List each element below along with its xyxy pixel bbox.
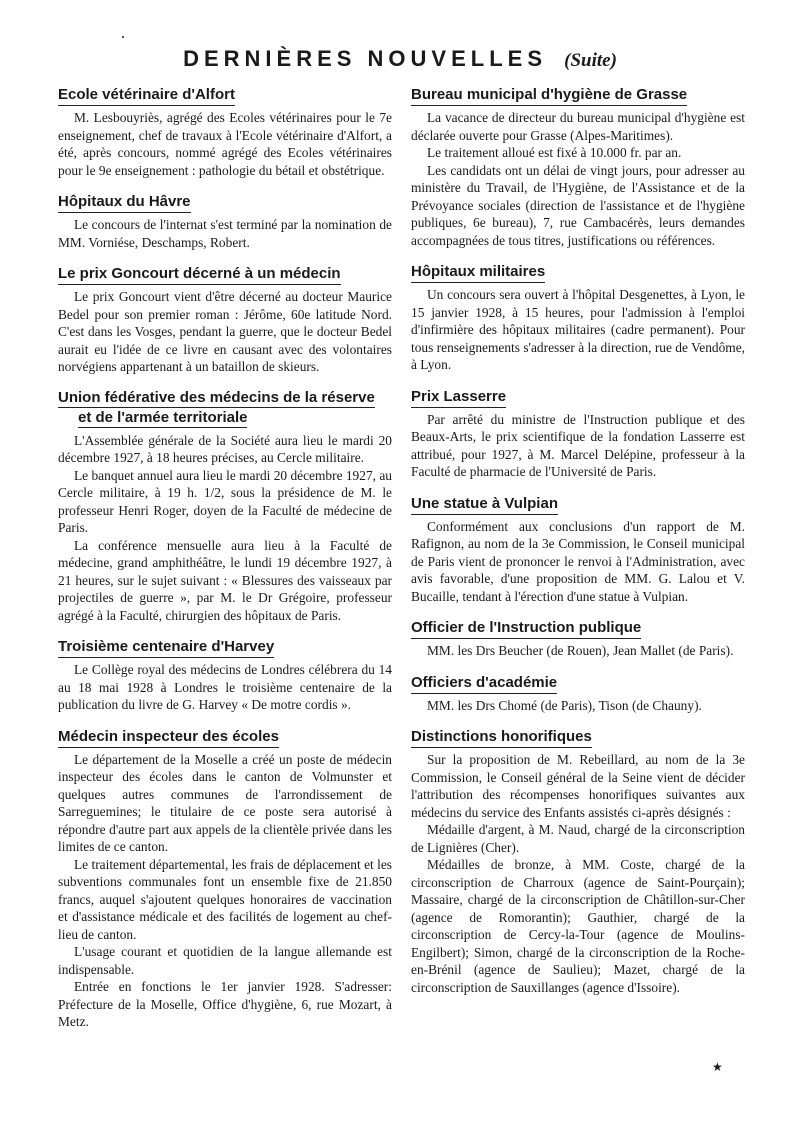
right-column	[411, 84, 745, 1008]
section-heading: Bureau municipal d'hygiène de Grasse	[411, 85, 687, 106]
paragraph: La vacance de directeur du bureau municipal d'hygiène est déclarée ouverte pour Grasse (Alpes-Maritimes).	[411, 110, 745, 143]
paragraph: Conformément aux conclusions d'un rapport de M. Rafignon, au nom de la 3e Commission, le Conseil municipal de Paris vient de prononcer le renvoi à l'Administration, avec avis favorable, d'une proposition de MM. G. Lalou et V. Bucaille, tendant à l'érection d'une statue à Vulpian.	[411, 518, 745, 604]
paragraph: Le traitement départemental, les frais de déplacement et les subventions communales font un ensemble fixe de 21.850 francs, auquel s'ajoutent quelques honoraires de vaccination et d'assistance médicale et des facilités de logement au chef-lieu de canton.	[58, 856, 392, 942]
paragraph: Le concours de l'internat s'est terminé par la nomination de MM. Vorniése, Deschamps, Robert.	[58, 217, 392, 250]
page-title-suite: (Suite)	[564, 50, 617, 71]
paragraph: Médailles de bronze, à MM. Coste, chargé de la circonscription de Charroux (agence de Saint-Pourçain); Massaire, chargé de la circonscription de Châtillon-sur-Cher (agence de Romorantin); Gauthier, chargé de la circonscription de Cercy-la-Tour (agence de Moulins-Engilbert); Simon, chargé de la circonscription de la Roche-en-Brénil (agence de Saulieu); Mazet, chargé de la circonscription de Sauxillanges (agence d'Issoire).	[411, 857, 745, 995]
section-officiers-academie	[411, 672, 745, 715]
section-heading: Troisième centenaire d'Harvey	[58, 637, 274, 658]
section-heading: Ecole vétérinaire d'Alfort	[58, 85, 235, 106]
paragraph: MM. les Drs Chomé (de Paris), Tison (de Chauny).	[427, 697, 702, 713]
paragraph: Sur la proposition de M. Rebeillard, au nom de la 3e Commission, le Conseil général de la Seine vient de décider l'attribution des récompenses honorifiques suivantes aux médecins du service des Enfants assistés ci-après désignés :	[411, 752, 745, 820]
paragraph: Médaille d'argent, à M. Naud, chargé de la circonscription de Lignières (Cher).	[411, 822, 745, 855]
paragraph: Le prix Goncourt vient d'être décerné au docteur Maurice Bedel pour son premier roman : Jérôme, 60e latitude Nord. C'est dans les Vosges, pendant la guerre, que le docteur Bedel aurait eu l'idée de ce livre en causant avec des volontaires norvégiens appartenant à un bataillon de skieurs.	[58, 289, 392, 374]
section-heading: Médecin inspecteur des écoles	[58, 727, 279, 748]
page-title	[0, 46, 800, 72]
section-heading: Distinctions honorifiques	[411, 727, 592, 748]
section-union-federative	[58, 388, 392, 625]
section-heading: Hôpitaux du Hâvre	[58, 192, 191, 213]
section-heading-line2: et de l'armée territoriale	[78, 408, 248, 426]
section-heading-line1: Union fédérative des médecins de la réserve	[58, 388, 375, 406]
section-officier-instruction	[411, 617, 745, 660]
paragraph: MM. les Drs Beucher (de Rouen), Jean Mallet (de Paris).	[427, 643, 734, 658]
paragraph: La conférence mensuelle aura lieu à la Faculté de médecine, grand amphithéâtre, le lundi 19 décembre 1927, à 21 heures, sur le sujet suivant : « Blessures des vaisseaux par projectiles de guerre », par M. le Dr Grégoire, professeur agrégé à la Faculté, chirurgien des hôpitaux de Paris.	[58, 537, 392, 623]
section-prix-lasserre	[411, 386, 745, 481]
paragraph: Un concours sera ouvert à l'hôpital Desgenettes, à Lyon, le 15 janvier 1928, à 15 heures, pour l'admission à l'emploi d'infirmière des hôpitaux militaires (cadre permanent). Pour tous renseignements s'adresser à la direction, rue de Vendôme, à Lyon.	[411, 287, 745, 372]
paragraph: M. Lesbouyriès, agrégé des Ecoles vétérinaires pour le 7e enseignement, chef de travaux à l'Ecole vétérinaire d'Alfort, a été, après concours, nommé agrégé des Ecoles vétérinaires pour le 9e enseignement : pathologie du bétail et obstétrique.	[58, 110, 392, 178]
section-heading: Prix Lasserre	[411, 387, 506, 408]
section-vulpian	[411, 493, 745, 606]
paragraph: Le Collège royal des médecins de Londres célébrera du 14 au 18 mai 1928 à Londres le troisième centenaire de la publication du livre de G. Harvey « De motre cordis ».	[58, 662, 392, 712]
section-hopitaux-militaires	[411, 261, 745, 374]
print-speck	[122, 36, 124, 38]
paragraph: L'Assemblée générale de la Société aura lieu le mardi 20 décembre 1927, à 18 heures précises, au Cercle militaire.	[58, 432, 392, 465]
paragraph: L'usage courant et quotidien de la langue allemande est indispensable.	[58, 944, 392, 977]
section-grasse	[411, 84, 745, 249]
section-heading: Officier de l'Instruction publique	[411, 618, 641, 639]
paragraph: Le traitement alloué est fixé à 10.000 fr. par an.	[427, 145, 682, 160]
section-goncourt	[58, 263, 392, 376]
section-heading	[58, 388, 392, 429]
section-havre	[58, 191, 392, 251]
section-alfort	[58, 84, 392, 179]
paragraph: Le banquet annuel aura lieu le mardi 20 décembre 1927, au Cercle militaire, à 19 h. 1/2, sous la présidence de M. le professeur Henri Roger, doyen de la Faculté de médecine de Paris.	[58, 467, 392, 535]
section-medecin-inspecteur	[58, 726, 392, 1031]
section-distinctions	[411, 726, 745, 996]
page-title-text: DERNIÈRES NOUVELLES	[183, 46, 548, 71]
section-heading: Le prix Goncourt décerné à un médecin	[58, 264, 341, 285]
section-heading: Hôpitaux militaires	[411, 262, 545, 283]
section-heading: Une statue à Vulpian	[411, 494, 558, 515]
left-column	[58, 84, 392, 1043]
paragraph: Entrée en fonctions le 1er janvier 1928. S'adresser: Préfecture de la Moselle, Office d'hygiène, 6, rue Mozart, à Metz.	[58, 979, 392, 1029]
paragraph: Par arrêté du ministre de l'Instruction publique et des Beaux-Arts, le prix scientifique de la fondation Lasserre est attribué, pour 1927, à M. Marcel Delépine, professeur à la Faculté de pharmacie de l'Université de Paris.	[411, 411, 745, 479]
paragraph: Les candidats ont un délai de vingt jours, pour adresser au ministère du Travail, de l'Hygiène, de l'Assistance et de la Prévoyance sociales (direction de l'assistance et de l'hygiène publiques, 6e bureau), 7, rue Cambacérès, leurs demandes accompagnées de tous titres, justifications ou références.	[411, 162, 745, 248]
section-harvey	[58, 636, 392, 714]
section-heading: Officiers d'académie	[411, 673, 557, 694]
end-mark: ★	[712, 1060, 723, 1074]
paragraph: Le département de la Moselle a créé un poste de médecin inspecteur des écoles dans le canton de Volmunster et quelques autres communes de l'arrondissement de Sarreguemines; le titulaire de ce poste sera autorisé à répondre d'autre part aux appels de la clientèle privée dans les limites de ce canton.	[58, 751, 392, 854]
